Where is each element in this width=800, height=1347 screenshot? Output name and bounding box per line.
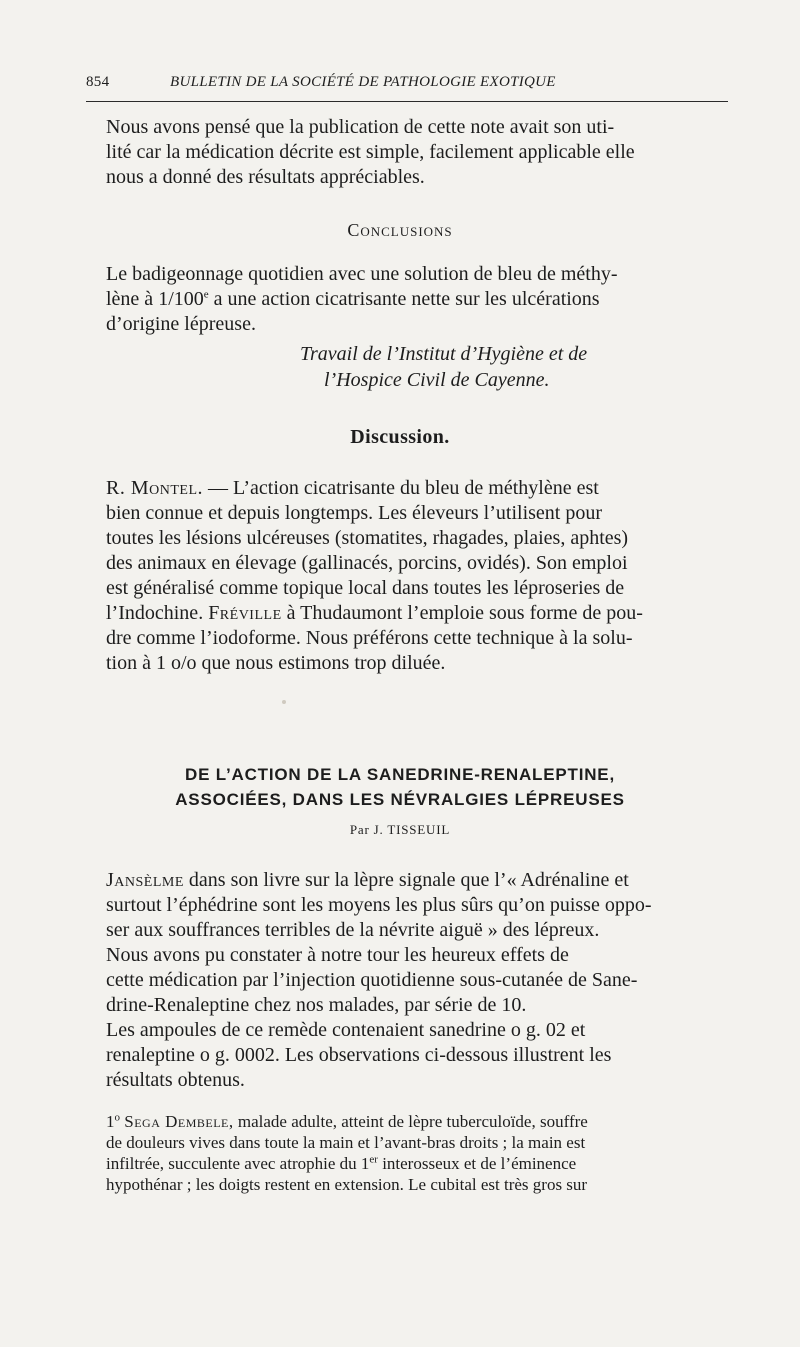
superscript: e bbox=[203, 288, 209, 301]
text-line bbox=[82, 1153, 728, 1174]
text-line: bien connue et depuis longtemps. Les éleveurs l’utilisent pour bbox=[106, 502, 602, 524]
text-line: ser aux souffrances terribles de la névrite aiguë » des lépreux. bbox=[106, 919, 600, 941]
text-line: toutes les lésions ulcéreuses (stomatites, rhagades, plaies, aphtes) bbox=[106, 527, 629, 549]
text-line bbox=[82, 868, 728, 893]
conclusions-paragraph bbox=[82, 262, 728, 337]
article-title-line: DE L’ACTION DE LA SANEDRINE-RENALEPTINE, bbox=[185, 765, 615, 784]
text-line: Nous avons pu constater à notre tour les heureux effets de bbox=[106, 944, 569, 966]
text-line bbox=[82, 601, 728, 626]
speaker-name: R. Montel. bbox=[106, 477, 203, 499]
institution-citation bbox=[300, 341, 720, 393]
superscript: er bbox=[369, 1153, 378, 1166]
article-title-line: ASSOCIÉES, DANS LES NÉVRALGIES LÉPREUSES bbox=[175, 790, 625, 809]
text-line: Nous avons pensé que la publication de cette note avait son uti- bbox=[106, 116, 615, 138]
text-line: de douleurs vives dans toute la main et l’avant-bras droits ; la main est bbox=[106, 1133, 586, 1152]
discussion-paragraph bbox=[82, 476, 728, 676]
text-run: — L’action cicatrisante du bleu de méthylène est bbox=[203, 477, 599, 499]
page-number: 854 bbox=[86, 74, 110, 90]
text-line: surtout l’éphédrine sont les moyens les plus sûrs qu’on puisse oppo- bbox=[106, 894, 652, 916]
text-run: malade adulte, atteint de lèpre tuberculoïde, souffre bbox=[233, 1112, 588, 1131]
text-line: hypothénar ; les doigts restent en extension. Le cubital est très gros sur bbox=[106, 1175, 588, 1194]
body-paragraph-3 bbox=[82, 1018, 728, 1093]
text-line: renaleptine o g. 0002. Les observations ci-dessous illustrent les bbox=[106, 1044, 612, 1066]
text-run: interosseux et de l’éminence bbox=[377, 1154, 577, 1173]
person-name: Jansèlme bbox=[106, 869, 184, 891]
discussion-heading: Discussion. bbox=[350, 426, 450, 448]
patient-name: Sega Dembele, bbox=[124, 1112, 234, 1131]
citation-line: Travail de l’Institut d’Hygiène et de bbox=[300, 343, 588, 365]
text-line: drine-Renaleptine chez nos malades, par série de 10. bbox=[106, 994, 527, 1016]
person-name: Fréville bbox=[208, 602, 282, 624]
article-title bbox=[0, 762, 800, 812]
text-line: Le badigeonnage quotidien avec une solution de bleu de méthy- bbox=[106, 263, 618, 285]
text-run: l’Indochine. bbox=[106, 602, 209, 624]
superscript: o bbox=[114, 1111, 120, 1124]
citation-line: l’Hospice Civil de Cayenne. bbox=[324, 369, 550, 391]
text-run: dans son livre sur la lèpre signale que l’« Adrénaline et bbox=[183, 869, 629, 891]
text-line: cette médication par l’injection quotidienne sous-cutanée de Sane- bbox=[106, 969, 638, 991]
print-speck bbox=[282, 700, 286, 704]
body-paragraph-2 bbox=[82, 943, 728, 1018]
text-run: à Thudaumont l’emploie sous forme de pou- bbox=[281, 602, 643, 624]
journal-title: BULLETIN DE LA SOCIÉTÉ DE PATHOLOGIE EXOTIQUE bbox=[170, 74, 556, 90]
case-observation-1 bbox=[82, 1111, 728, 1195]
running-header bbox=[86, 72, 728, 98]
body-paragraph-1 bbox=[82, 868, 728, 943]
text-run: infiltrée, succulente avec atrophie du 1 bbox=[106, 1154, 370, 1173]
intro-paragraph bbox=[82, 115, 728, 190]
text-line bbox=[82, 287, 728, 312]
conclusions-heading: Conclusions bbox=[347, 220, 453, 240]
text-line: Les ampoules de ce remède contenaient sanedrine o g. 02 et bbox=[106, 1019, 586, 1041]
text-line: des animaux en élevage (gallinacés, porcins, ovidés). Son emploi bbox=[106, 552, 628, 574]
text-line: dre comme l’iodoforme. Nous préférons cette technique à la solu- bbox=[106, 627, 633, 649]
header-rule bbox=[86, 101, 728, 102]
text-line bbox=[82, 1111, 728, 1132]
case-number: 1 bbox=[106, 1112, 115, 1131]
text-line: résultats obtenus. bbox=[106, 1069, 245, 1091]
text-line: d’origine lépreuse. bbox=[106, 313, 256, 335]
text-line bbox=[82, 476, 728, 501]
text-line: tion à 1 o/o que nous estimons trop diluée. bbox=[106, 652, 446, 674]
text-run: a une action cicatrisante nette sur les ulcérations bbox=[208, 288, 600, 310]
text-line: est généralisé comme topique local dans toutes les léproseries de bbox=[106, 577, 625, 599]
article-author: Par J. TISSEUIL bbox=[349, 822, 451, 837]
text-line: lité car la médication décrite est simple, facilement applicable elle bbox=[106, 141, 635, 163]
text-run: lène à 1/100 bbox=[106, 288, 204, 310]
text-line: nous a donné des résultats appréciables. bbox=[106, 166, 425, 188]
